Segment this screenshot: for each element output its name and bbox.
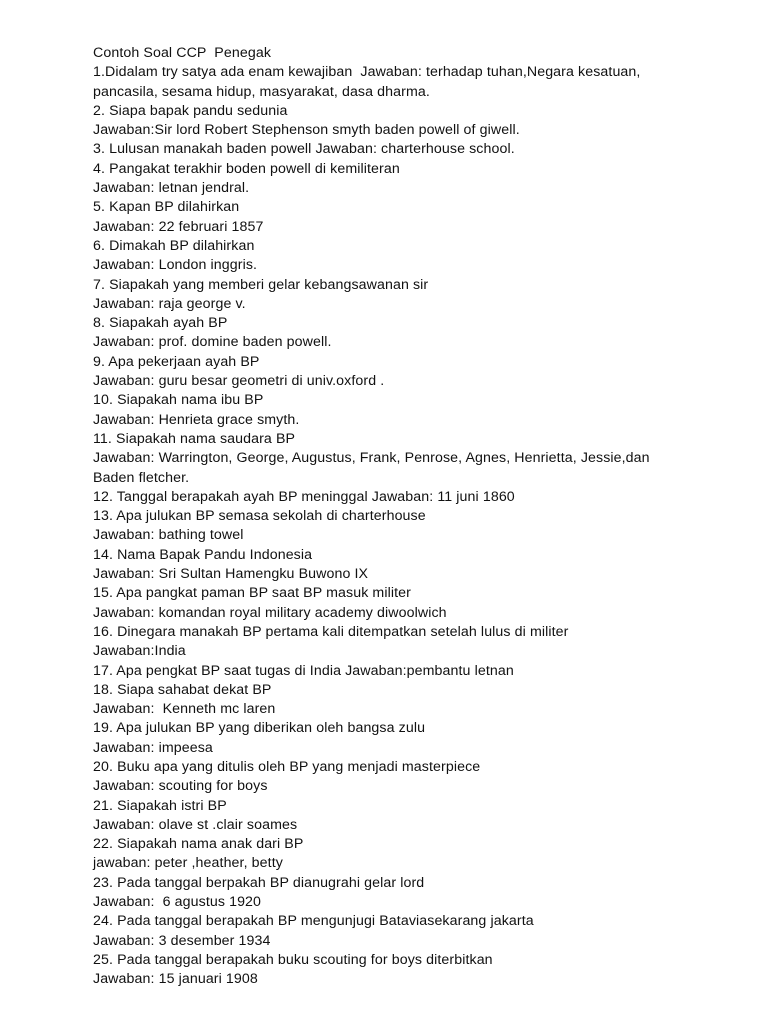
text-line: Jawaban: letnan jendral. bbox=[93, 180, 250, 197]
text-line: 22. Siapakah nama anak dari BP bbox=[93, 836, 304, 853]
text-line: Jawaban: Warrington, George, Augustus, Frank, Penrose, Agnes, Henrietta, Jessie,dan bbox=[93, 450, 650, 467]
text-line: 21. Siapakah istri BP bbox=[93, 797, 227, 814]
text-line: pancasila, sesama hidup, masyarakat, dasa dharma. bbox=[93, 83, 430, 100]
text-line: 1.Didalam try satya ada enam kewajiban Jawaban: terhadap tuhan,Negara kesatuan, bbox=[93, 64, 641, 81]
text-line: Jawaban: raja george v. bbox=[93, 295, 246, 312]
text-line: Baden fletcher. bbox=[93, 469, 190, 486]
text-line: Jawaban: Sri Sultan Hamengku Buwono IX bbox=[93, 566, 369, 583]
text-line: 20. Buku apa yang ditulis oleh BP yang menjadi masterpiece bbox=[93, 758, 481, 775]
text-line: 23. Pada tanggal berpakah BP dianugrahi gelar lord bbox=[93, 874, 425, 891]
text-line: 10. Siapakah nama ibu BP bbox=[93, 392, 264, 409]
text-line: 14. Nama Bapak Pandu Indonesia bbox=[93, 546, 313, 563]
text-line: Jawaban: bathing towel bbox=[93, 527, 244, 544]
text-line: 17. Apa pengkat BP saat tugas di India Jawaban:pembantu letnan bbox=[93, 662, 514, 679]
text-line: 9. Apa pekerjaan ayah BP bbox=[93, 353, 260, 370]
text-line: Jawaban:Sir lord Robert Stephenson smyth baden powell of giwell. bbox=[93, 122, 520, 139]
document-body bbox=[93, 44, 713, 990]
text-line: 12. Tanggal berapakah ayah BP meninggal Jawaban: 11 juni 1860 bbox=[93, 488, 515, 505]
text-line: 4. Pangakat terakhir boden powell di kemiliteran bbox=[93, 160, 400, 177]
text-line: jawaban: peter ,heather, betty bbox=[93, 855, 283, 872]
text-line: Jawaban: 15 januari 1908 bbox=[93, 971, 258, 988]
text-line: 6. Dimakah BP dilahirkan bbox=[93, 237, 255, 254]
text-line: Jawaban: 3 desember 1934 bbox=[93, 932, 271, 949]
text-line: Jawaban: komandan royal military academy diwoolwich bbox=[93, 604, 447, 621]
text-line: 8. Siapakah ayah BP bbox=[93, 315, 228, 332]
text-line: Jawaban: Kenneth mc laren bbox=[93, 701, 276, 718]
text-line: Jawaban: guru besar geometri di univ.oxford . bbox=[93, 373, 385, 390]
text-line: 18. Siapa sahabat dekat BP bbox=[93, 681, 272, 698]
text-line: 7. Siapakah yang memberi gelar kebangsawanan sir bbox=[93, 276, 429, 293]
text-line: 19. Apa julukan BP yang diberikan oleh bangsa zulu bbox=[93, 720, 426, 737]
text-line: 13. Apa julukan BP semasa sekolah di charterhouse bbox=[93, 508, 426, 525]
text-line: 25. Pada tanggal berapakah buku scouting for boys diterbitkan bbox=[93, 951, 493, 968]
text-line: Jawaban: 22 februari 1857 bbox=[93, 218, 264, 235]
text-line: Jawaban: impeesa bbox=[93, 739, 213, 756]
text-line: 3. Lulusan manakah baden powell Jawaban: charterhouse school. bbox=[93, 141, 515, 158]
text-line: Jawaban: prof. domine baden powell. bbox=[93, 334, 332, 351]
text-line: 16. Dinegara manakah BP pertama kali ditempatkan setelah lulus di militer bbox=[93, 623, 569, 640]
document-title: Contoh Soal CCP Penegak bbox=[93, 45, 272, 61]
text-line: Jawaban:India bbox=[93, 643, 186, 660]
text-line: 11. Siapakah nama saudara BP bbox=[93, 430, 296, 447]
text-line: 15. Apa pangkat paman BP saat BP masuk militer bbox=[93, 585, 411, 602]
text-line: 2. Siapa bapak pandu sedunia bbox=[93, 102, 288, 119]
text-line: Jawaban: London inggris. bbox=[93, 257, 258, 274]
text-line: 5. Kapan BP dilahirkan bbox=[93, 199, 240, 216]
text-line: Jawaban: olave st .clair soames bbox=[93, 816, 298, 833]
text-line: Jawaban: 6 agustus 1920 bbox=[93, 894, 262, 911]
text-line: 24. Pada tanggal berapakah BP mengunjugi Bataviasekarang jakarta bbox=[93, 913, 534, 930]
text-line: Jawaban: scouting for boys bbox=[93, 778, 268, 795]
text-line: Jawaban: Henrieta grace smyth. bbox=[93, 411, 300, 428]
